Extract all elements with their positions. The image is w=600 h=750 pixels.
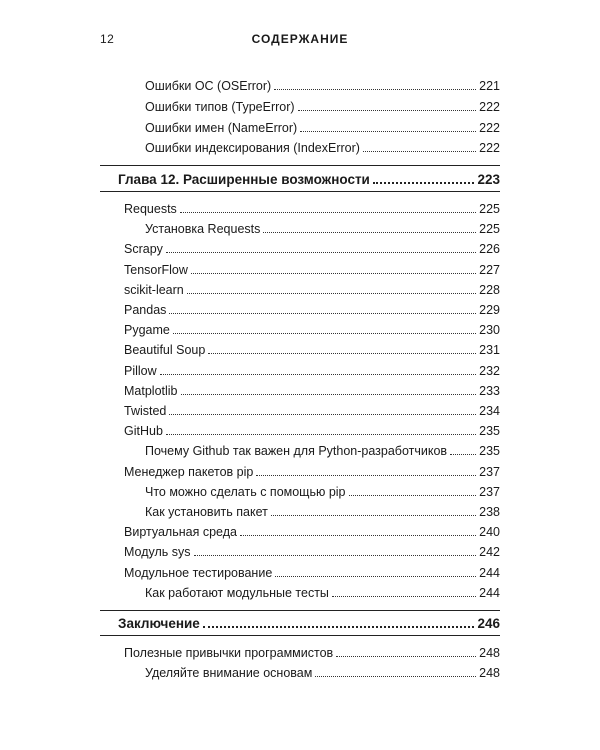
toc-entry-label: TensorFlow bbox=[124, 263, 188, 277]
toc-entry[interactable] bbox=[124, 563, 500, 581]
dot-leader bbox=[191, 273, 476, 274]
toc-entry[interactable] bbox=[145, 502, 500, 520]
dot-leader bbox=[274, 89, 476, 90]
toc-entry-label: Ошибки ОС (OSError) bbox=[145, 79, 272, 93]
toc-entry-label: GitHub bbox=[124, 424, 163, 438]
toc-entry-page: 229 bbox=[479, 303, 500, 317]
toc-entry-label: Заключение bbox=[118, 616, 200, 631]
toc-entry-label: Pygame bbox=[124, 323, 170, 337]
toc-entry[interactable] bbox=[124, 361, 500, 379]
toc-chapter-entry[interactable] bbox=[118, 614, 500, 632]
toc-entry[interactable] bbox=[124, 643, 500, 661]
dot-leader bbox=[450, 454, 476, 455]
toc-entry-page: 222 bbox=[479, 100, 500, 114]
dot-leader bbox=[263, 232, 476, 233]
toc-entry-label: Pandas bbox=[124, 303, 167, 317]
toc-entry[interactable] bbox=[145, 76, 500, 94]
toc-entry[interactable] bbox=[145, 138, 500, 156]
toc-entry-label: scikit-learn bbox=[124, 283, 184, 297]
dot-leader bbox=[315, 676, 476, 677]
dot-leader bbox=[256, 475, 476, 476]
toc-entry-page: 240 bbox=[479, 525, 500, 539]
toc-entry-label: Ошибки индексирования (IndexError) bbox=[145, 141, 360, 155]
dot-leader bbox=[363, 151, 476, 152]
chapter-rule-top bbox=[100, 610, 500, 611]
toc-entry-page: 238 bbox=[479, 505, 500, 519]
toc-entry[interactable] bbox=[124, 401, 500, 419]
running-head bbox=[100, 30, 500, 50]
toc-entry[interactable] bbox=[124, 300, 500, 318]
section-title: СОДЕРЖАНИЕ bbox=[251, 32, 349, 46]
toc-entry-page: 242 bbox=[479, 545, 500, 559]
toc-entry-label: Модуль sys bbox=[124, 545, 191, 559]
toc-entry-page: 237 bbox=[479, 465, 500, 479]
toc-entry-label: Beautiful Soup bbox=[124, 343, 206, 357]
toc-entry-page: 221 bbox=[479, 79, 500, 93]
toc-entry[interactable] bbox=[124, 381, 500, 399]
toc-entry-label: Что можно сделать с помощью pip bbox=[145, 485, 346, 499]
toc-entry-page: 237 bbox=[479, 485, 500, 499]
dot-leader bbox=[160, 374, 476, 375]
toc-entry-label: Установка Requests bbox=[145, 222, 261, 236]
toc-entry-page: 227 bbox=[479, 263, 500, 277]
dot-leader bbox=[349, 495, 477, 496]
toc-entry-label: Менеджер пакетов pip bbox=[124, 465, 254, 479]
toc-entry-page: 244 bbox=[479, 566, 500, 580]
dot-leader bbox=[373, 182, 475, 184]
toc-entry-page: 248 bbox=[479, 666, 500, 680]
toc-entry-page: 233 bbox=[479, 384, 500, 398]
dot-leader bbox=[208, 353, 476, 354]
toc-entry-page: 225 bbox=[479, 222, 500, 236]
toc-entry-label: Глава 12. Расширенные возможности bbox=[118, 172, 370, 187]
toc-entry[interactable] bbox=[124, 421, 500, 439]
toc-entry-label: Ошибки типов (TypeError) bbox=[145, 100, 295, 114]
toc-entry[interactable] bbox=[124, 340, 500, 358]
dot-leader bbox=[336, 656, 476, 657]
toc-entry-label: Scrapy bbox=[124, 242, 163, 256]
dot-leader bbox=[187, 293, 476, 294]
toc-entry-page: 230 bbox=[479, 323, 500, 337]
dot-leader bbox=[275, 576, 476, 577]
toc-entry-label: Как работают модульные тесты bbox=[145, 586, 329, 600]
dot-leader bbox=[169, 313, 476, 314]
toc-entry[interactable] bbox=[124, 462, 500, 480]
toc-entry[interactable] bbox=[124, 239, 500, 257]
toc-entry-label: Ошибки имен (NameError) bbox=[145, 121, 298, 135]
toc-entry-page: 235 bbox=[479, 424, 500, 438]
toc-entry-page: 235 bbox=[479, 444, 500, 458]
chapter-rule-bottom bbox=[100, 635, 500, 636]
dot-leader bbox=[271, 515, 476, 516]
page-number: 12 bbox=[100, 32, 115, 46]
toc-entry-label: Уделяйте внимание основам bbox=[145, 666, 313, 680]
toc-entry[interactable] bbox=[145, 441, 500, 459]
dot-leader bbox=[300, 131, 476, 132]
toc-entry[interactable] bbox=[124, 280, 500, 298]
dot-leader bbox=[166, 434, 476, 435]
chapter-rule-top bbox=[100, 165, 500, 166]
toc-entry-label: Виртуальная среда bbox=[124, 525, 237, 539]
toc-entry[interactable] bbox=[145, 482, 500, 500]
toc-entry[interactable] bbox=[124, 199, 500, 217]
toc-entry-page: 222 bbox=[479, 121, 500, 135]
toc-entry[interactable] bbox=[145, 583, 500, 601]
toc-entry[interactable] bbox=[145, 118, 500, 136]
toc-entry-label: Requests bbox=[124, 202, 177, 216]
toc-entry[interactable] bbox=[124, 260, 500, 278]
toc-entry-label: Полезные привычки программистов bbox=[124, 646, 334, 660]
toc-entry-label: Модульное тестирование bbox=[124, 566, 273, 580]
toc-entry-page: 226 bbox=[479, 242, 500, 256]
toc-entry-page: 244 bbox=[479, 586, 500, 600]
toc-entry[interactable] bbox=[124, 320, 500, 338]
toc-entry-label: Matplotlib bbox=[124, 384, 178, 398]
dot-leader bbox=[332, 596, 476, 597]
dot-leader bbox=[169, 414, 476, 415]
dot-leader bbox=[180, 212, 476, 213]
toc-entry-page: 248 bbox=[479, 646, 500, 660]
toc-entry[interactable] bbox=[124, 542, 500, 560]
dot-leader bbox=[194, 555, 477, 556]
toc-entry-label: Twisted bbox=[124, 404, 167, 418]
toc-entry-page: 223 bbox=[477, 172, 500, 187]
toc-entry-label: Pillow bbox=[124, 364, 157, 378]
dot-leader bbox=[298, 110, 477, 111]
toc-chapter-entry[interactable] bbox=[118, 170, 500, 188]
toc-entry-page: 232 bbox=[479, 364, 500, 378]
toc-entry-page: 228 bbox=[479, 283, 500, 297]
toc-entry-page: 225 bbox=[479, 202, 500, 216]
chapter-rule-bottom bbox=[100, 191, 500, 192]
toc-entry-page: 231 bbox=[479, 343, 500, 357]
toc-entry[interactable] bbox=[145, 97, 500, 115]
toc-entry-label: Почему Github так важен для Python-разработчиков bbox=[145, 444, 448, 458]
dot-leader bbox=[166, 252, 476, 253]
dot-leader bbox=[240, 535, 476, 536]
toc-entry-page: 222 bbox=[479, 141, 500, 155]
toc-entry-page: 246 bbox=[477, 616, 500, 631]
toc-entry[interactable] bbox=[124, 522, 500, 540]
toc-entry[interactable] bbox=[145, 663, 500, 681]
dot-leader bbox=[181, 394, 477, 395]
dot-leader bbox=[173, 333, 476, 334]
toc-entry-page: 234 bbox=[479, 404, 500, 418]
toc-entry-label: Как установить пакет bbox=[145, 505, 268, 519]
dot-leader bbox=[203, 626, 475, 628]
toc-entry[interactable] bbox=[145, 219, 500, 237]
